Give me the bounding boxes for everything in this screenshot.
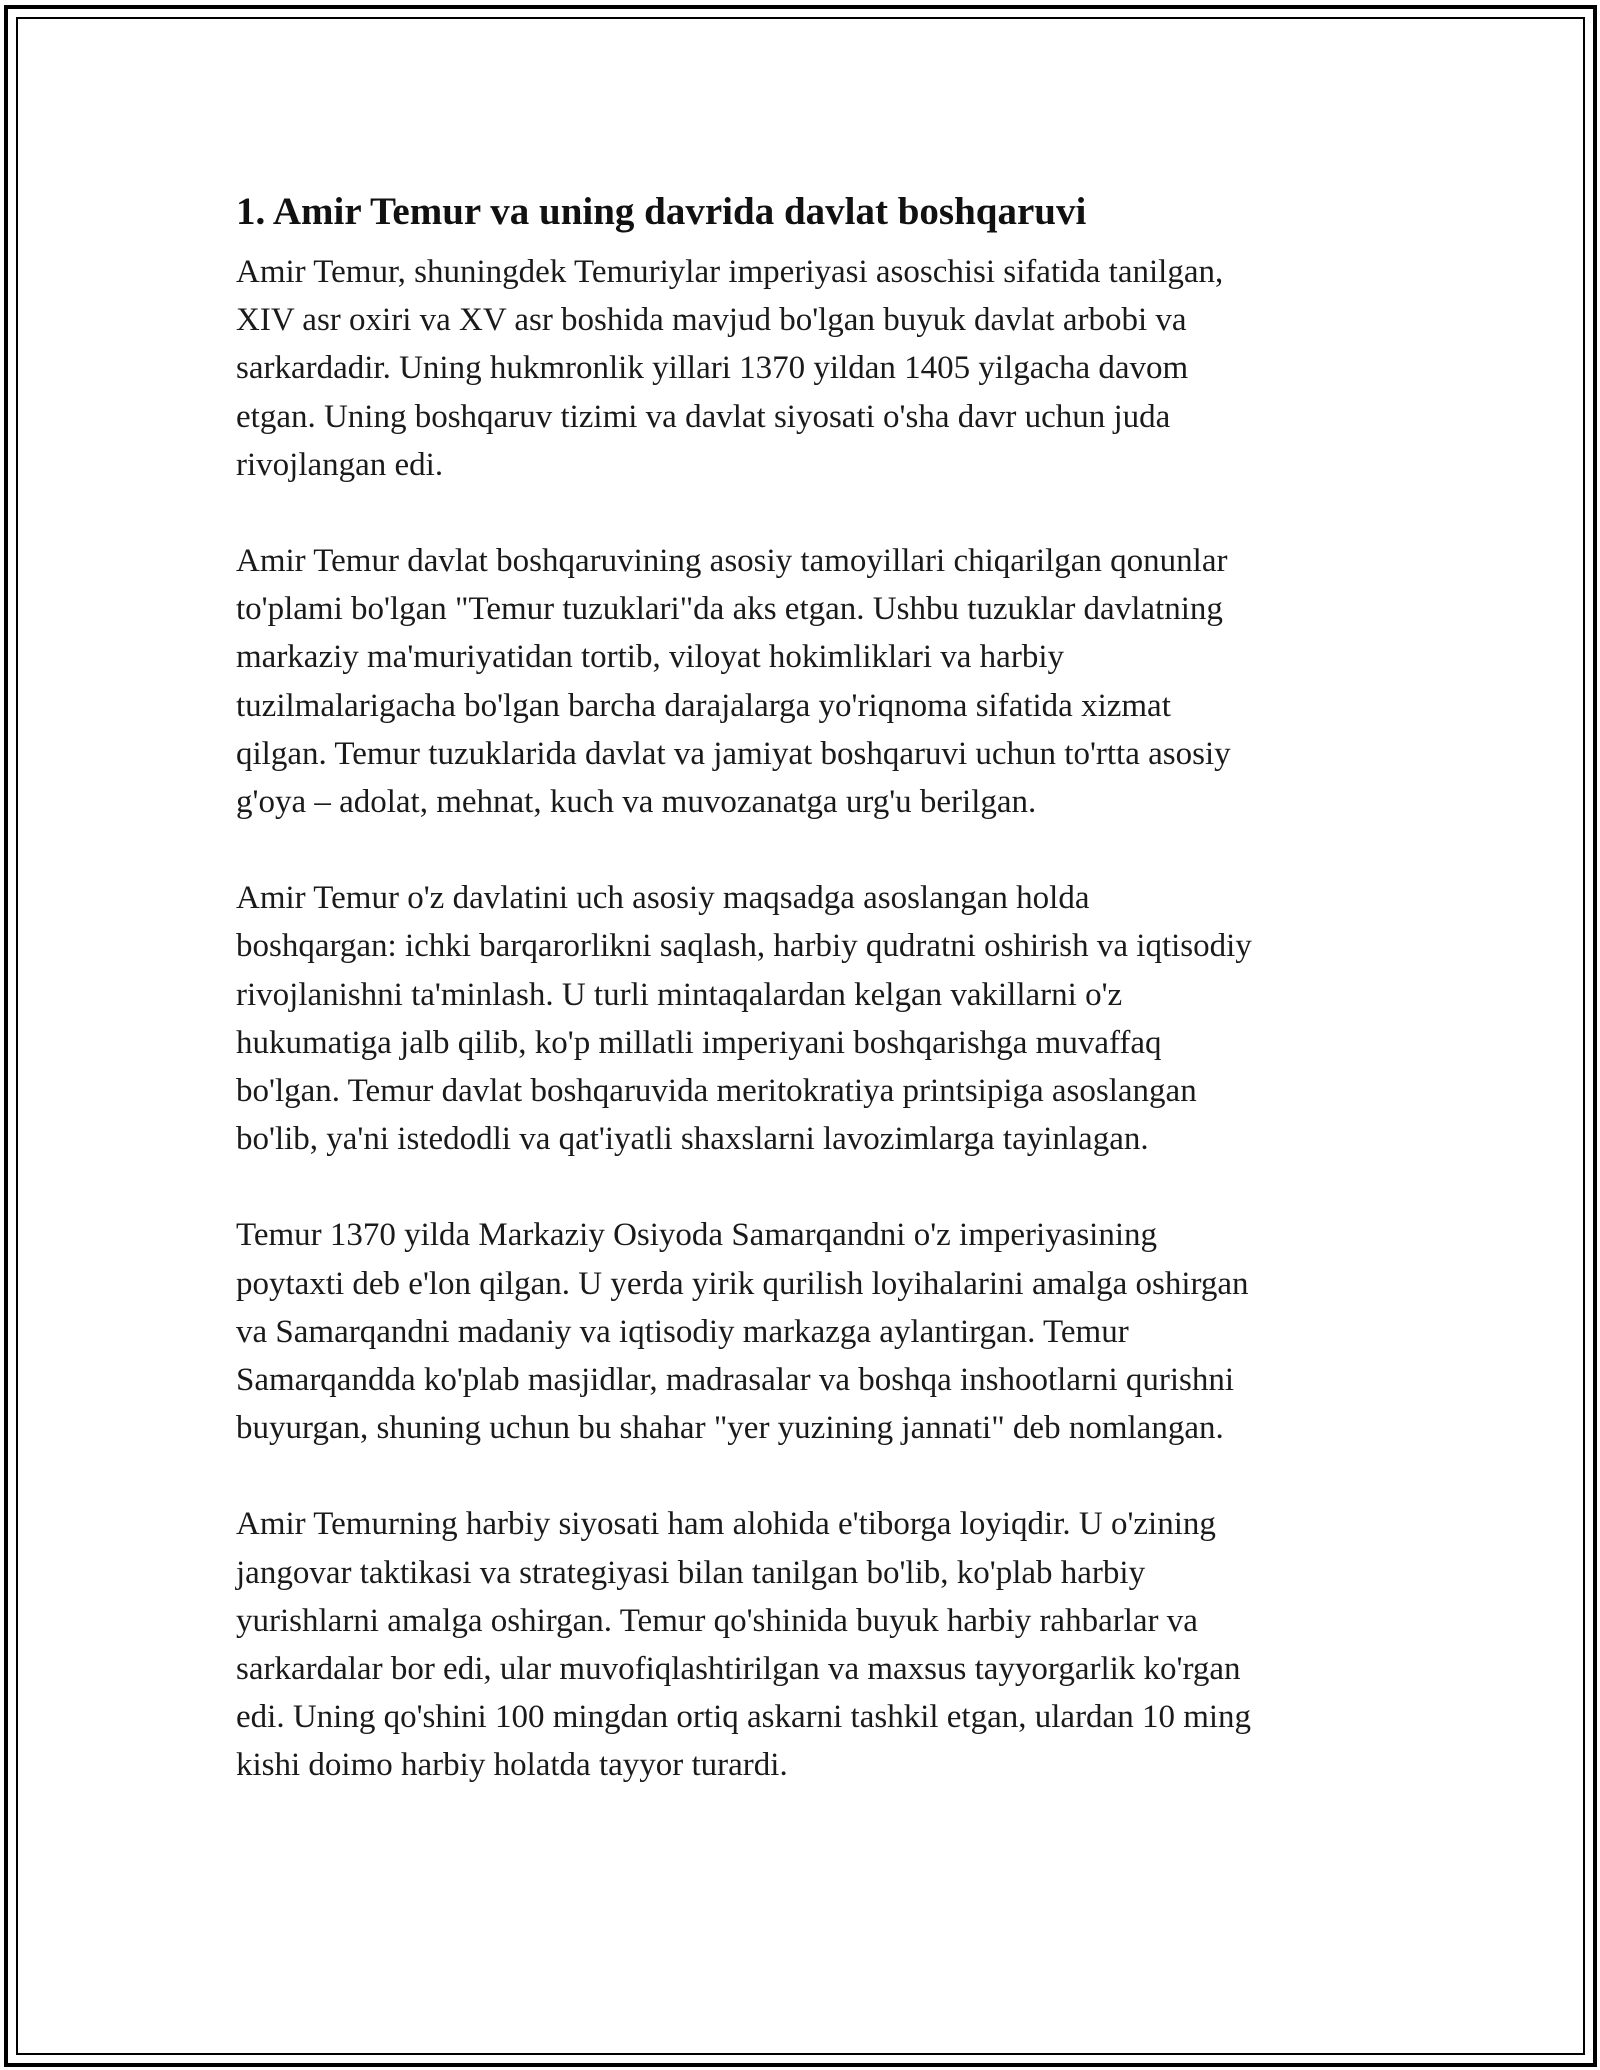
text-line: qilgan. Temur tuzuklarida davlat va jamiyat boshqaruvi uchun to'rtta asosiy	[236, 735, 1231, 772]
paragraph-4	[236, 1211, 1376, 1452]
text-line: yurishlarni amalga oshirgan. Temur qo'shinida buyuk harbiy rahbarlar va	[236, 1602, 1198, 1639]
text-line: XIV asr oxiri va XV asr boshida mavjud bo'lgan buyuk davlat arbobi va	[236, 302, 1187, 339]
text-line: bo'lgan. Temur davlat boshqaruvida meritokratiya printsipiga asoslangan	[236, 1073, 1197, 1110]
paragraph-3	[236, 874, 1376, 1163]
text-line: markaziy ma'muriyatidan tortib, viloyat hokimliklari va harbiy	[236, 639, 1064, 676]
text-line: Amir Temur o'z davlatini uch asosiy maqsadga asoslangan holda	[236, 880, 1090, 917]
text-line: Samarqandda ko'plab masjidlar, madrasalar va boshqa inshootlarni qurishni	[236, 1362, 1235, 1399]
text-line: edi. Uning qo'shini 100 mingdan ortiq askarni tashkil etgan, ulardan 10 ming	[236, 1699, 1252, 1736]
document-body	[236, 184, 1376, 1838]
text-line: buyurgan, shuning uchun bu shahar "yer yuzining jannati" deb nomlangan.	[236, 1410, 1224, 1447]
text-line: kishi doimo harbiy holatda tayyor turardi.	[236, 1747, 788, 1784]
text-line: etgan. Uning boshqaruv tizimi va davlat siyosati o'sha davr uchun juda	[236, 398, 1171, 435]
section-heading: 1. Amir Temur va uning davrida davlat boshqaruvi	[236, 190, 1087, 233]
text-line: sarkardadir. Uning hukmronlik yillari 1370 yildan 1405 yilgacha davom	[236, 350, 1189, 387]
text-line: Amir Temur davlat boshqaruvining asosiy tamoyillari chiqarilgan qonunlar	[236, 543, 1228, 580]
text-line: va Samarqandni madaniy va iqtisodiy markazga aylantirgan. Temur	[236, 1313, 1129, 1350]
text-line: Amir Temurning harbiy siyosati ham alohida e'tiborga loyiqdir. U o'zining	[236, 1506, 1216, 1543]
text-line: hukumatiga jalb qilib, ko'p millatli imperiyani boshqarishga muvaffaq	[236, 1024, 1162, 1061]
text-line: tuzilmalarigacha bo'lgan barcha darajalarga yo'riqnoma sifatida xizmat	[236, 687, 1171, 724]
text-line: Temur 1370 yilda Markaziy Osiyoda Samarqandni o'z imperiyasining	[236, 1217, 1158, 1254]
text-line: Amir Temur, shuningdek Temuriylar imperiyasi asoschisi sifatida tanilgan,	[236, 254, 1224, 290]
text-line: sarkardalar bor edi, ular muvofiqlashtirilgan va maxsus tayyorgarlik ko'rgan	[236, 1651, 1241, 1688]
paragraph-2	[236, 537, 1376, 826]
text-line: jangovar taktikasi va strategiyasi bilan tanilgan bo'lib, ko'plab harbiy	[236, 1554, 1146, 1591]
text-line: to'plami bo'lgan "Temur tuzuklari"da aks etgan. Ushbu tuzuklar davlatning	[236, 591, 1223, 628]
text-line: poytaxti deb e'lon qilgan. U yerda yirik qurilish loyihalarini amalga oshirgan	[236, 1265, 1249, 1302]
paragraph-5	[236, 1500, 1376, 1789]
text-line: rivojlanishni ta'minlash. U turli mintaqalardan kelgan vakillarni o'z	[236, 976, 1123, 1013]
text-line: rivojlangan edi.	[236, 446, 444, 483]
text-line: g'oya – adolat, mehnat, kuch va muvozanatga urg'u berilgan.	[236, 784, 1037, 821]
text-line: boshqargan: ichki barqarorlikni saqlash, harbiy qudratni oshirish va iqtisodiy	[236, 928, 1252, 965]
text-line: bo'lib, ya'ni istedodli va qat'iyatli shaxslarni lavozimlarga tayinlagan.	[236, 1121, 1149, 1158]
paragraph-1	[236, 248, 1376, 489]
